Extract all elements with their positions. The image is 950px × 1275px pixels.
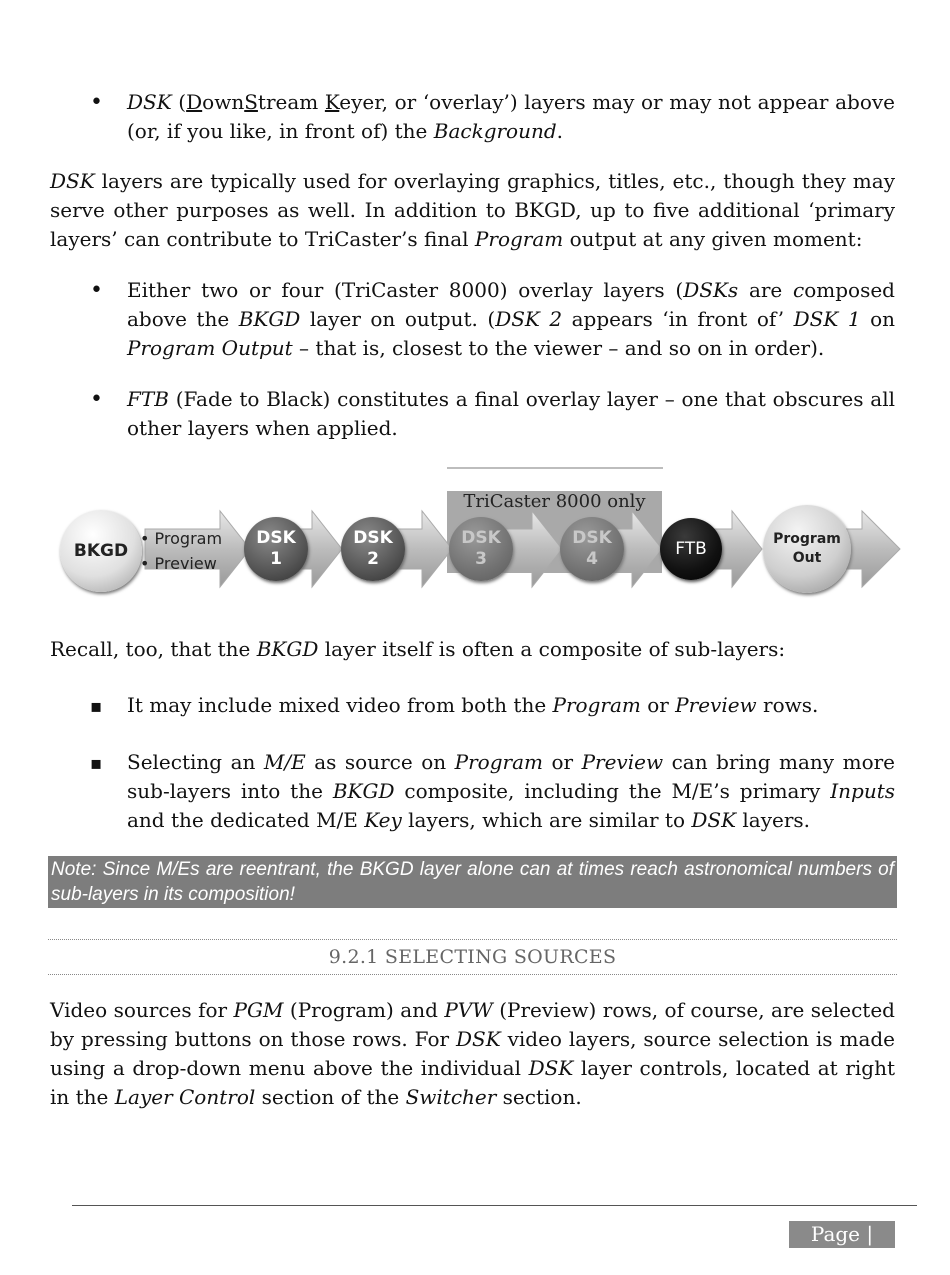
bullet-marker [90, 88, 110, 117]
preview-source-label: • Preview [140, 554, 217, 573]
square-bullet-marker [90, 691, 110, 721]
layer-diagram [50, 455, 910, 610]
note-box: Note: Since M/Es are reentrant, the BKGD layer alone can at times reach astronomical numbers of sub-layers in its composition! [48, 856, 897, 908]
tricaster-label: TriCaster 8000 only [463, 491, 646, 512]
dsk2-circle: DSK 2 [341, 517, 405, 581]
bullet-dsk: • DSK (DownStream Keyer, or ‘overlay’) layers may or may not appear above (or, if you like, in front of) the Background. [90, 88, 895, 146]
dsk1-circle: DSK 1 [244, 517, 308, 581]
bkgd-circle: BKGD [60, 510, 142, 592]
term-dsk: DSK [127, 90, 172, 114]
program-out-circle: Program Out [763, 505, 851, 593]
paragraph-selecting-sources: Video sources for PGM (Program) and PVW (Preview) rows, of course, are selected by pressing buttons on those rows. For DSK video layers, source selection is made using a drop-down menu above the individual DSK layer controls, located at right in the Layer Control section of the Switcher section. [50, 998, 896, 1109]
tricaster-line [447, 467, 663, 469]
bullet-marker [90, 276, 110, 305]
dsk3-circle: DSK 3 [449, 517, 513, 581]
footer-rule [72, 1205, 917, 1206]
page-number: Page | 175 [789, 1221, 895, 1248]
bullet-overlay-layers: • Either two or four (TriCaster 8000) overlay layers (DSKs are composed above the BKGD layer on output. (DSK 2 appears ‘in front of’ DSK 1 on Program Output – that is, closest to the viewer – and so on in order). [90, 276, 895, 363]
bkgd-sources [140, 526, 222, 576]
bullet-me-source: ▪ Selecting an M/E as source on Program or Preview can bring many more sub-layers into the BKGD composite, including the M/E’s primary Inputs and the dedicated M/E Key layers, which are similar to DSK layers. [90, 748, 895, 835]
ftb-circle: FTB [660, 518, 722, 580]
bullet-ftb: • FTB (Fade to Black) constitutes a final overlay layer – one that obscures all other layers when applied. [90, 385, 895, 443]
dsk4-circle: DSK 4 [560, 517, 624, 581]
square-bullet-marker [90, 748, 110, 778]
program-source-label: • Program [140, 529, 223, 548]
bullet-marker [90, 385, 110, 414]
paragraph-recall: Recall, too, that the BKGD layer itself is often a composite of sub-layers: [50, 637, 786, 661]
section-heading: 9.2.1 SELECTING SOURCES [48, 939, 897, 975]
bullet-mixed-video: ▪ It may include mixed video from both the Program or Preview rows. [90, 691, 895, 720]
paragraph-dsk-layers: DSK layers are typically used for overlaying graphics, titles, etc., though they may serve other purposes as well. In addition to BKGD, up to five additional ‘primary layers’ can contribute to TriCaster’s final Program output at any given moment: [50, 169, 895, 251]
